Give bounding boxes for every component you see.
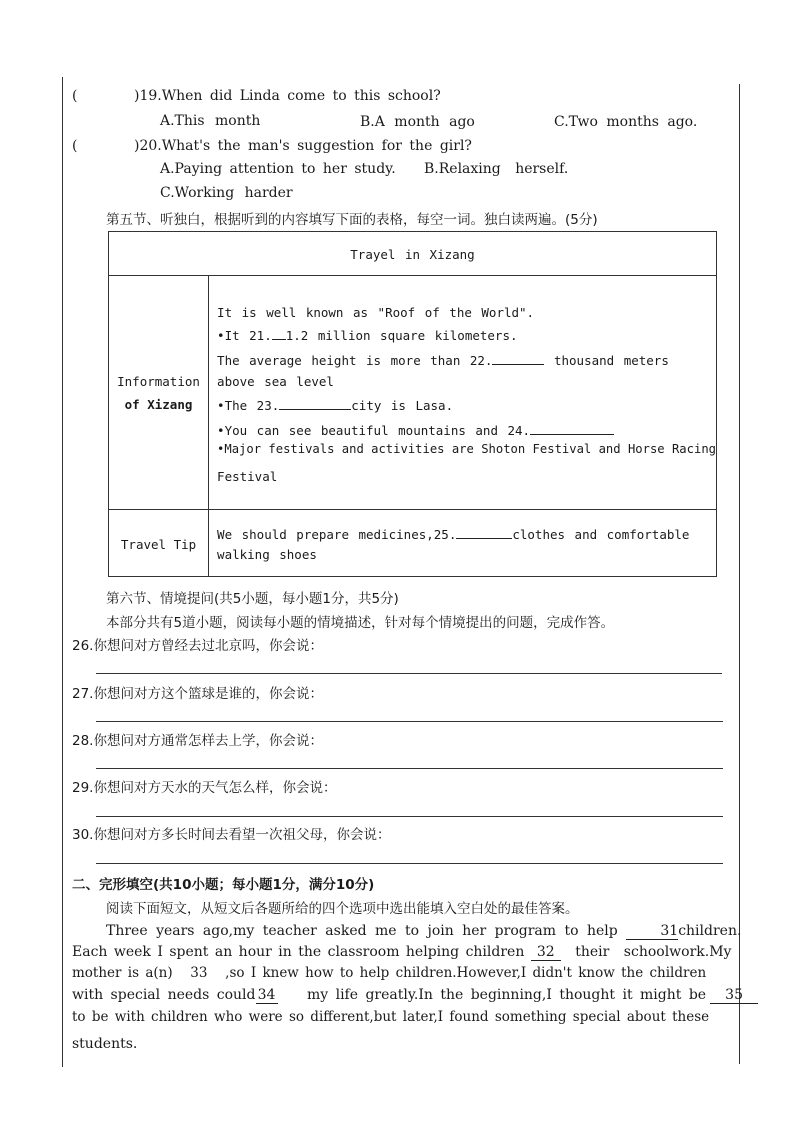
info-line-5-pre: •The 23.: [217, 398, 280, 413]
q20-paren: (: [72, 138, 78, 154]
q19-paren: (: [72, 88, 78, 104]
info-label-line1: Information: [117, 373, 200, 389]
blank-22[interactable]: [492, 351, 544, 365]
passage-line-2-post: their schoolwork.My: [560, 944, 732, 960]
answer-line-29[interactable]: [96, 816, 723, 817]
q19-option-b[interactable]: B.A month ago: [360, 114, 475, 130]
passage-line-5: to be with children who were so different,but later,I found something special about these: [72, 1009, 710, 1025]
answer-line-28[interactable]: [96, 768, 723, 769]
tip-label: Travel Tip: [120, 536, 197, 552]
blank-34[interactable]: 34: [256, 987, 278, 1004]
passage-line-4-pre: with special needs could: [72, 987, 256, 1003]
info-line-4: above sea level: [217, 374, 334, 389]
info-line-5-post: city is Lasa.: [351, 398, 454, 413]
passage-line-4-post: my life greatly.In the beginning,I thought it might be: [299, 987, 707, 1003]
info-line-3-post: thousand meters: [544, 353, 669, 368]
passage-line-1-pre: Three years ago,my teacher asked me to join her program to help: [106, 923, 627, 939]
section6-title: 第六节、情境提问(共5小题，每小题1分，共5分): [106, 591, 399, 607]
info-content-cell: [209, 276, 717, 510]
table-header-cell: [109, 232, 717, 276]
tip-content-cell: [209, 510, 717, 577]
info-line-2-pre: •It 21.: [217, 328, 272, 343]
blank-32[interactable]: 32: [531, 944, 561, 961]
info-label-cell: [109, 276, 209, 510]
q20-option-a[interactable]: A.Paying attention to her study.: [160, 161, 396, 177]
answer-line-27[interactable]: [96, 721, 723, 722]
blank-21[interactable]: [272, 326, 286, 340]
q20-question: )20.What's the man's suggestion for the girl?: [134, 138, 472, 154]
question-30: 30.你想问对方多长时间去看望一次祖父母，你会说：: [72, 827, 391, 843]
blank-31[interactable]: 31: [626, 923, 678, 940]
passage-line-2: [72, 944, 731, 961]
section5-title: 第五节、听独白，根据听到的内容填写下面的表格，每空一词。独白读两遍。(5分): [106, 212, 598, 228]
tip-line-1-pre: We should prepare medicines,25.: [217, 526, 457, 542]
passage-line-1-post: children.: [678, 923, 742, 939]
right-margin-line: [739, 84, 740, 1064]
info-line-1: It is well known as "Roof of the World".: [217, 305, 535, 320]
passage-line-3-post: ,so I knew how to help children.However,I didn't know the children: [218, 965, 707, 981]
q20-option-c[interactable]: C.Working harder: [160, 185, 293, 201]
answer-line-30[interactable]: [96, 863, 723, 864]
travel-table: [108, 231, 717, 577]
tip-label-cell: [109, 510, 209, 577]
tip-line-1: [217, 525, 716, 542]
question-27: 27.你想问对方这个篮球是谁的，你会说：: [72, 686, 323, 702]
part2-instruction: 阅读下面短文，从短文后各题所给的四个选项中选出能填入空白处的最佳答案。: [106, 901, 579, 917]
info-line-7: •Major festivals and activities are Shoton Festival and Horse Racing: [217, 442, 716, 456]
question-26: 26.你想问对方曾经去过北京吗，你会说：: [72, 638, 323, 654]
info-line-3-pre: The average height is more than 22.: [217, 353, 493, 368]
passage-line-3-pre: mother is a(n): [72, 965, 179, 981]
passage-line-6: students.: [72, 1036, 138, 1052]
blank-25[interactable]: [456, 525, 512, 539]
passage-line-3: [72, 965, 706, 981]
blank-23[interactable]: [279, 396, 351, 410]
info-line-6-pre: •You can see beautiful mountains and 24.: [217, 423, 531, 438]
passage-line-2-pre: Each week I spent an hour in the classroom helping children: [72, 944, 531, 960]
question-28: 28.你想问对方通常怎样去上学，你会说：: [72, 733, 323, 749]
info-label-line2: of Xizang: [124, 396, 193, 412]
q19-question: )19.When did Linda come to this school?: [134, 88, 441, 104]
info-line-6: [217, 421, 716, 438]
tip-line-1-post: clothes and comfortable: [512, 526, 690, 542]
info-line-8: Festival: [217, 469, 278, 484]
section6-instruction: 本部分共有5道小题，阅读每小题的情境描述，针对每个情境提出的问题，完成作答。: [106, 615, 615, 631]
blank-24[interactable]: [530, 421, 614, 435]
passage-line-4: [72, 987, 758, 1004]
passage-line-1: [106, 923, 741, 940]
info-line-5: [217, 396, 716, 413]
q20-option-b[interactable]: B.Relaxing herself.: [424, 161, 569, 177]
blank-35[interactable]: 35: [710, 987, 758, 1004]
part2-title: 二、完形填空(共10小题；每小题1分，满分10分): [72, 877, 375, 893]
info-line-2: [217, 326, 716, 343]
left-margin-line: [62, 77, 63, 1067]
question-29: 29.你想问对方天水的天气怎么样，你会说：: [72, 780, 337, 796]
tip-line-2: walking shoes: [217, 546, 317, 562]
table-header: Trayel in Xizang: [350, 247, 475, 262]
info-line-2-post: 1.2 million square kilometers.: [285, 328, 518, 343]
q19-option-c[interactable]: C.Two months ago.: [554, 114, 698, 130]
blank-33[interactable]: 33: [190, 965, 208, 981]
info-line-3: [217, 351, 716, 368]
q19-option-a[interactable]: A.This month: [160, 113, 261, 129]
answer-line-26[interactable]: [96, 673, 722, 674]
